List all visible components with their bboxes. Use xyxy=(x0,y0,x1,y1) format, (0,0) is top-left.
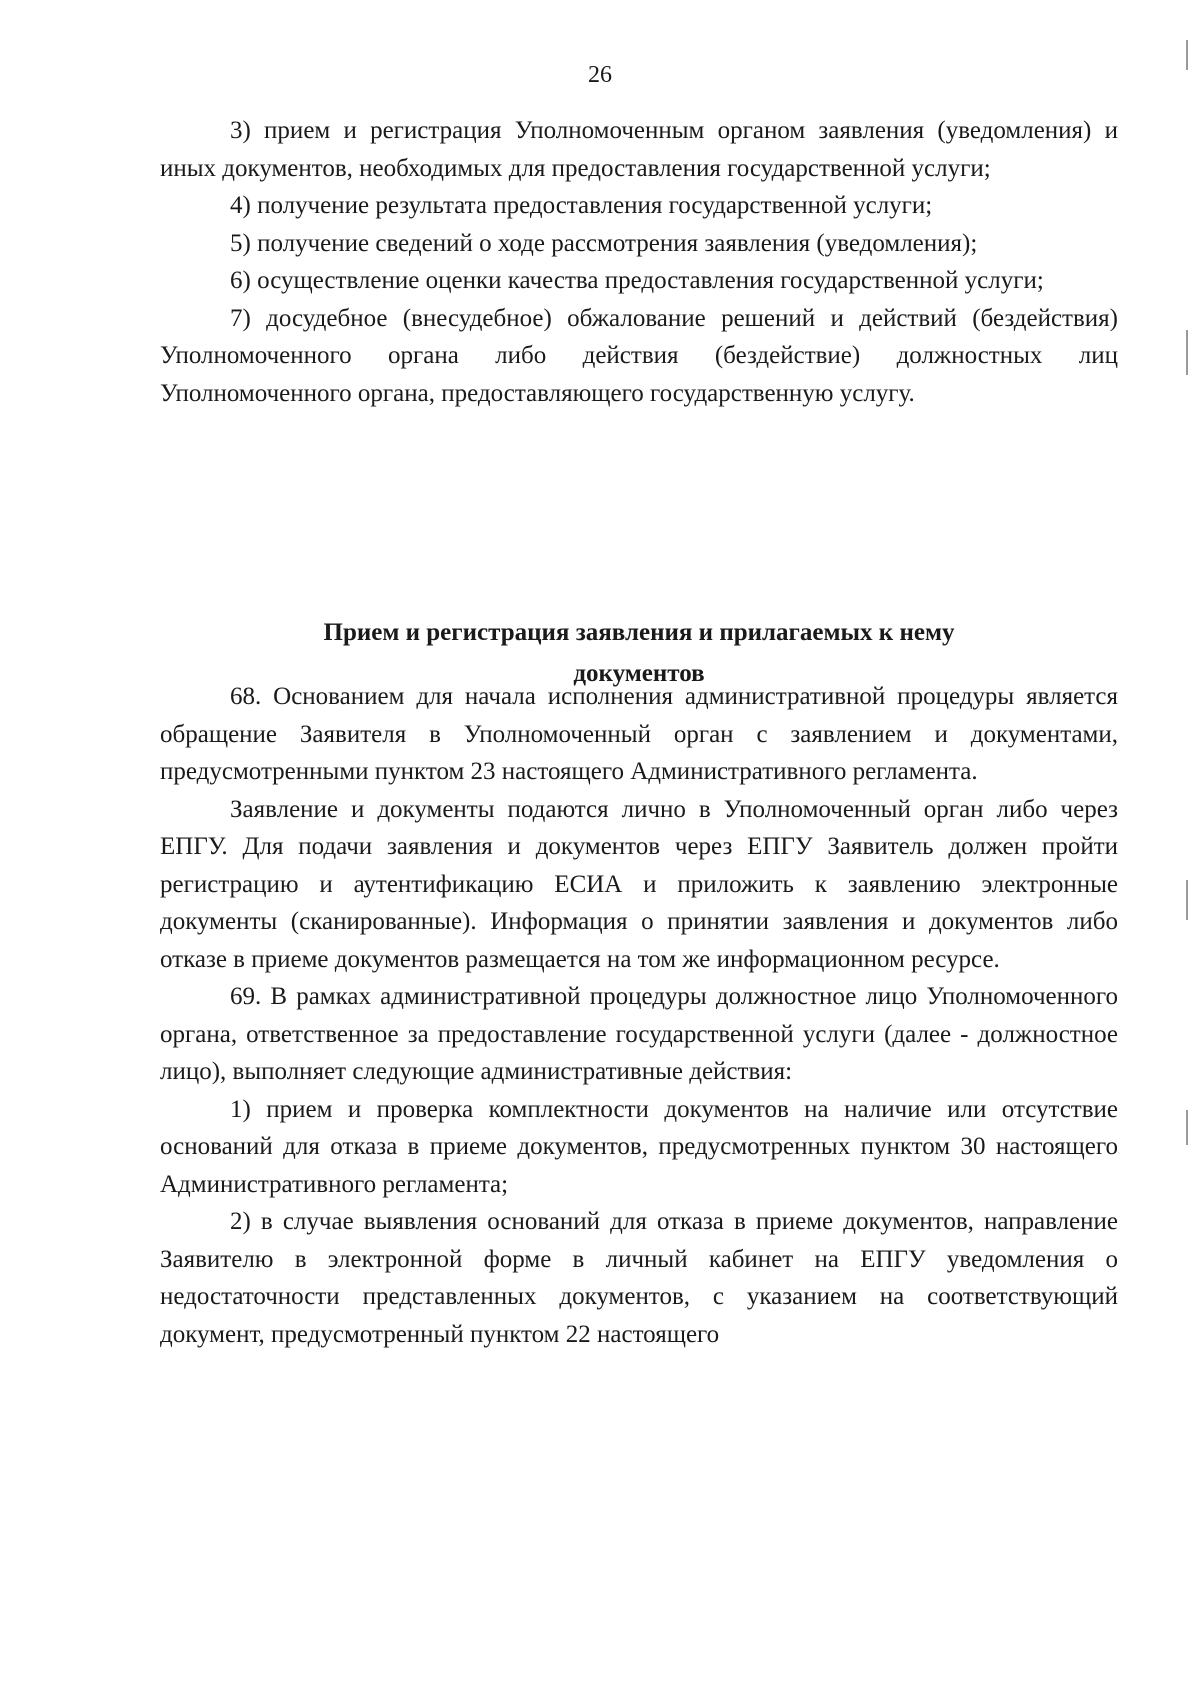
paragraph: 69. В рамках административной процедуры должностное лицо Уполномоченного органа, ответственное за предоставление государственной услуги (далее - должностное лицо), выполняет следующие административные действия: xyxy=(160,983,1118,1085)
paragraph: 1) прием и проверка комплектности документов на наличие или отсутствие оснований для отказа в приеме документов, предусмотренных пунктом 30 настоящего Административного регламента; xyxy=(160,1095,1118,1198)
scan-edge-mark xyxy=(1186,880,1188,920)
list-item: 5) получение сведений о ходе рассмотрения заявления (уведомления); xyxy=(230,229,978,257)
list-item: 6) осуществление оценки качества предоставления государственной услуги; xyxy=(230,267,1044,294)
paragraph: Заявление и документы подаются лично в Уполномоченный орган либо через ЕПГУ. Для подачи заявления и документов через ЕПГУ Заявитель должен пройти регистрацию и аутентификацию ЕСИА и приложить к заявлению электронные документы (сканированные). Информация о принятии заявления и документов либо отказе в приеме документов размещается на том же информационном ресурсе. xyxy=(160,795,1118,973)
scan-edge-mark xyxy=(1186,330,1188,375)
scan-edge-mark xyxy=(1186,1110,1188,1145)
list-item: 4) получение результата предоставления государственной услуги; xyxy=(230,192,933,219)
list-item: 7) досудебное (внесудебное) обжалование решений и действий (бездействия) Уполномоченного органа либо действия (бездействие) должностных лиц Уполномоченного органа, предоставляющего государственную услугу. xyxy=(160,304,1118,407)
paragraph: 2) в случае выявления оснований для отказа в приеме документов, направление Заявителю в электронной форме в личный кабинет на ЕПГУ уведомления о недостаточности представленных документов, с указанием на соответствующий документ, предусмотренный пунктом 22 настоящего xyxy=(160,1208,1118,1348)
list-item: 3) прием и регистрация Уполномоченным органом заявления (уведомления) и иных документов, необходимых для предоставления государственной услуги; xyxy=(160,117,1118,182)
top-list xyxy=(160,112,1118,412)
section-heading-line: Прием и регистрация заявления и прилагаемых к нему xyxy=(323,619,955,646)
scan-edge-mark xyxy=(1186,40,1188,70)
body-text xyxy=(160,678,1118,1353)
section-heading-line: документов xyxy=(573,660,705,687)
page-number: 26 xyxy=(588,62,612,88)
paragraph: 68. Основанием для начала исполнения административной процедуры является обращение Заявителя в Уполномоченный орган с заявлением и документами, предусмотренными пунктом 23 настоящего Административного регламента. xyxy=(160,683,1118,785)
